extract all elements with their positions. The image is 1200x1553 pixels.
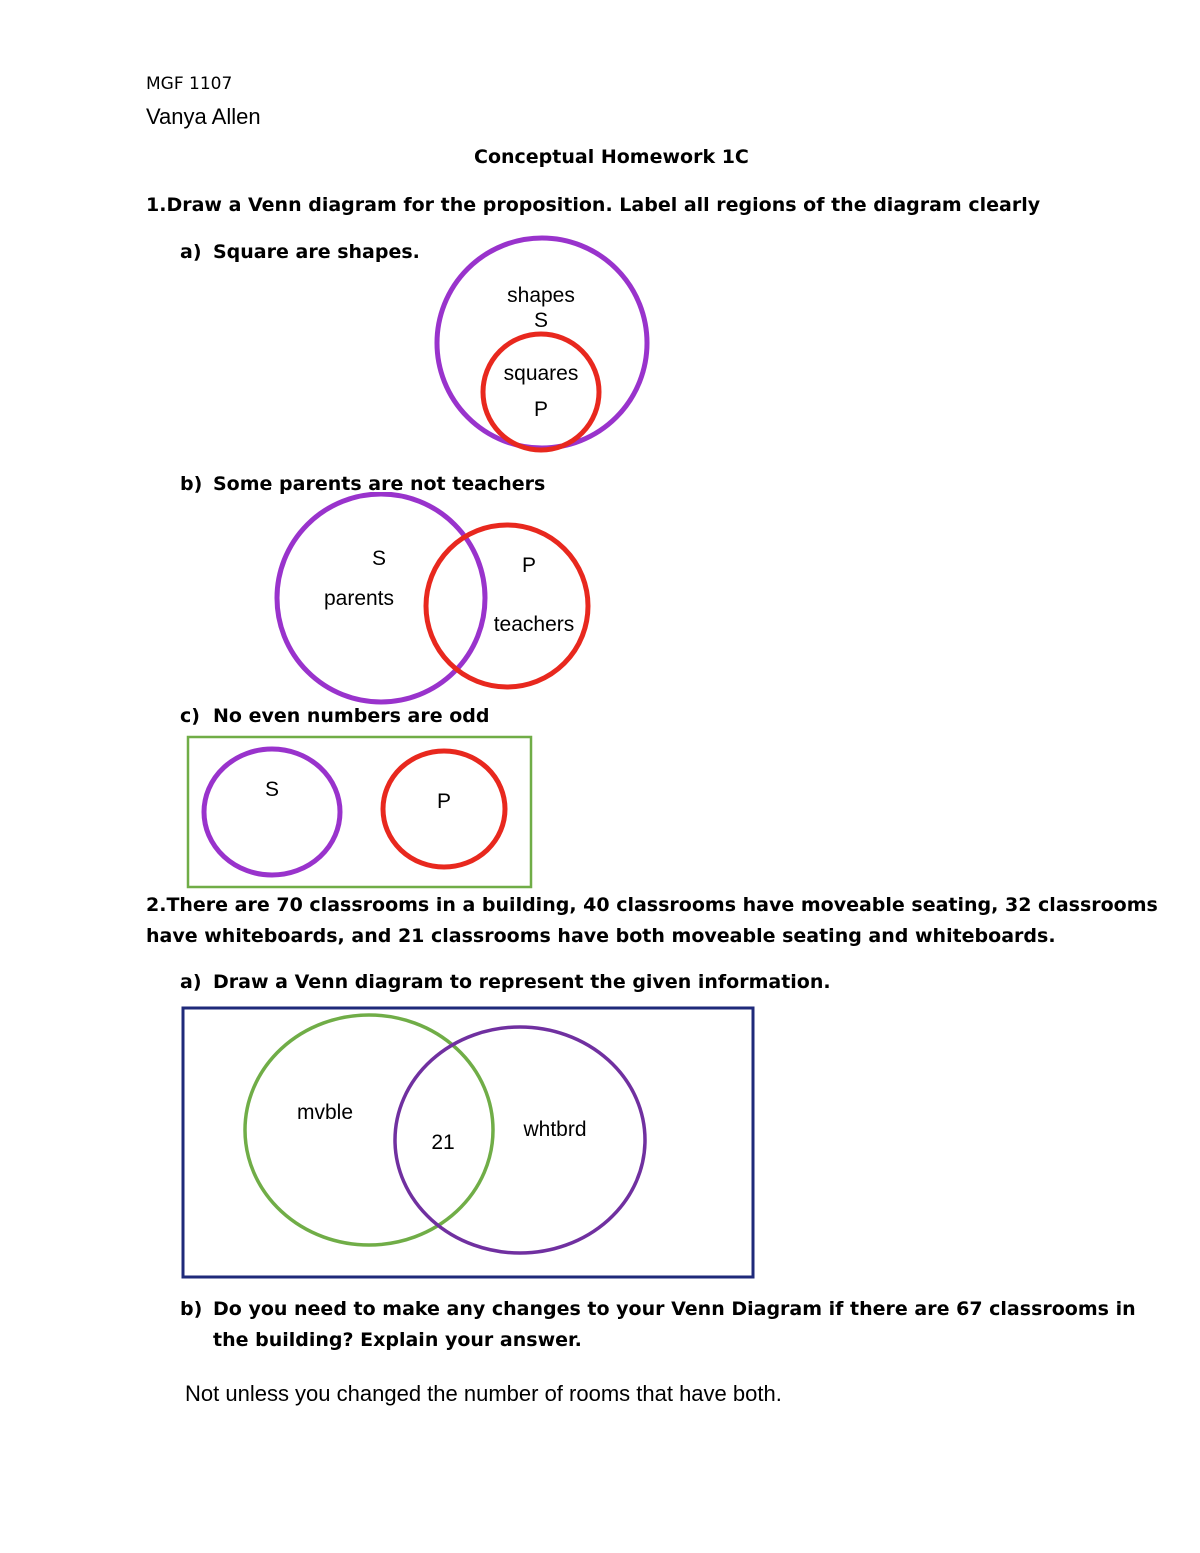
course-code: MGF 1107 [146, 74, 233, 94]
q2a-marker: a) [180, 971, 202, 993]
overlap-value: 21 [431, 1131, 455, 1154]
parents-letter: S [371, 547, 387, 570]
q2b-text-line2: the building? Explain your answer. [213, 1329, 582, 1351]
q1c-text: No even numbers are odd [213, 705, 490, 727]
moveable-seating-circle [245, 1015, 493, 1245]
q2a-text: Draw a Venn diagram to represent the given information. [213, 971, 831, 993]
odd-letter: P [436, 790, 452, 813]
squares-letter: P [533, 398, 549, 421]
q2-prompt-line2: have whiteboards, and 21 classrooms have both moveable seating and whiteboards. [146, 925, 1056, 947]
shapes-label: shapes [507, 284, 575, 307]
author-name: Vanya Allen [146, 104, 261, 129]
venn-diagram-classrooms [180, 1005, 758, 1281]
venn-diagram-overlap [268, 492, 598, 707]
classrooms-universe-box [183, 1008, 753, 1277]
page-title: Conceptual Homework 1C [474, 146, 749, 168]
squares-circle [483, 334, 599, 450]
q2-prompt-line1: 2.There are 70 classrooms in a building, 40 classrooms have moveable seating, 32 classrooms [146, 894, 1158, 916]
q1-prompt: 1.Draw a Venn diagram for the proposition. Label all regions of the diagram clearly [146, 194, 1041, 216]
venn-diagram-subset [425, 232, 660, 457]
q1a-marker: a) [180, 241, 202, 263]
q2b-answer: Not unless you changed the number of rooms that have both. [185, 1381, 782, 1406]
squares-label: squares [503, 362, 579, 385]
q2b-text-line1: Do you need to make any changes to your Venn Diagram if there are 67 classrooms in [213, 1298, 1136, 1320]
teachers-letter: P [521, 554, 537, 577]
q1b-marker: b) [180, 473, 203, 495]
parents-label: parents [323, 587, 395, 610]
teachers-circle [426, 525, 588, 687]
q2b-marker: b) [180, 1298, 203, 1320]
venn-diagram-disjoint [186, 735, 534, 890]
whiteboards-label: whtbrd [523, 1118, 587, 1141]
q1c-marker: c) [180, 705, 200, 727]
moveable-label: mvble [296, 1101, 354, 1124]
even-letter: S [264, 778, 280, 801]
shapes-letter: S [533, 309, 549, 332]
teachers-label: teachers [493, 613, 575, 636]
q1b-text: Some parents are not teachers [213, 473, 546, 495]
even-circle [204, 749, 340, 875]
q1a-text: Square are shapes. [213, 241, 420, 263]
